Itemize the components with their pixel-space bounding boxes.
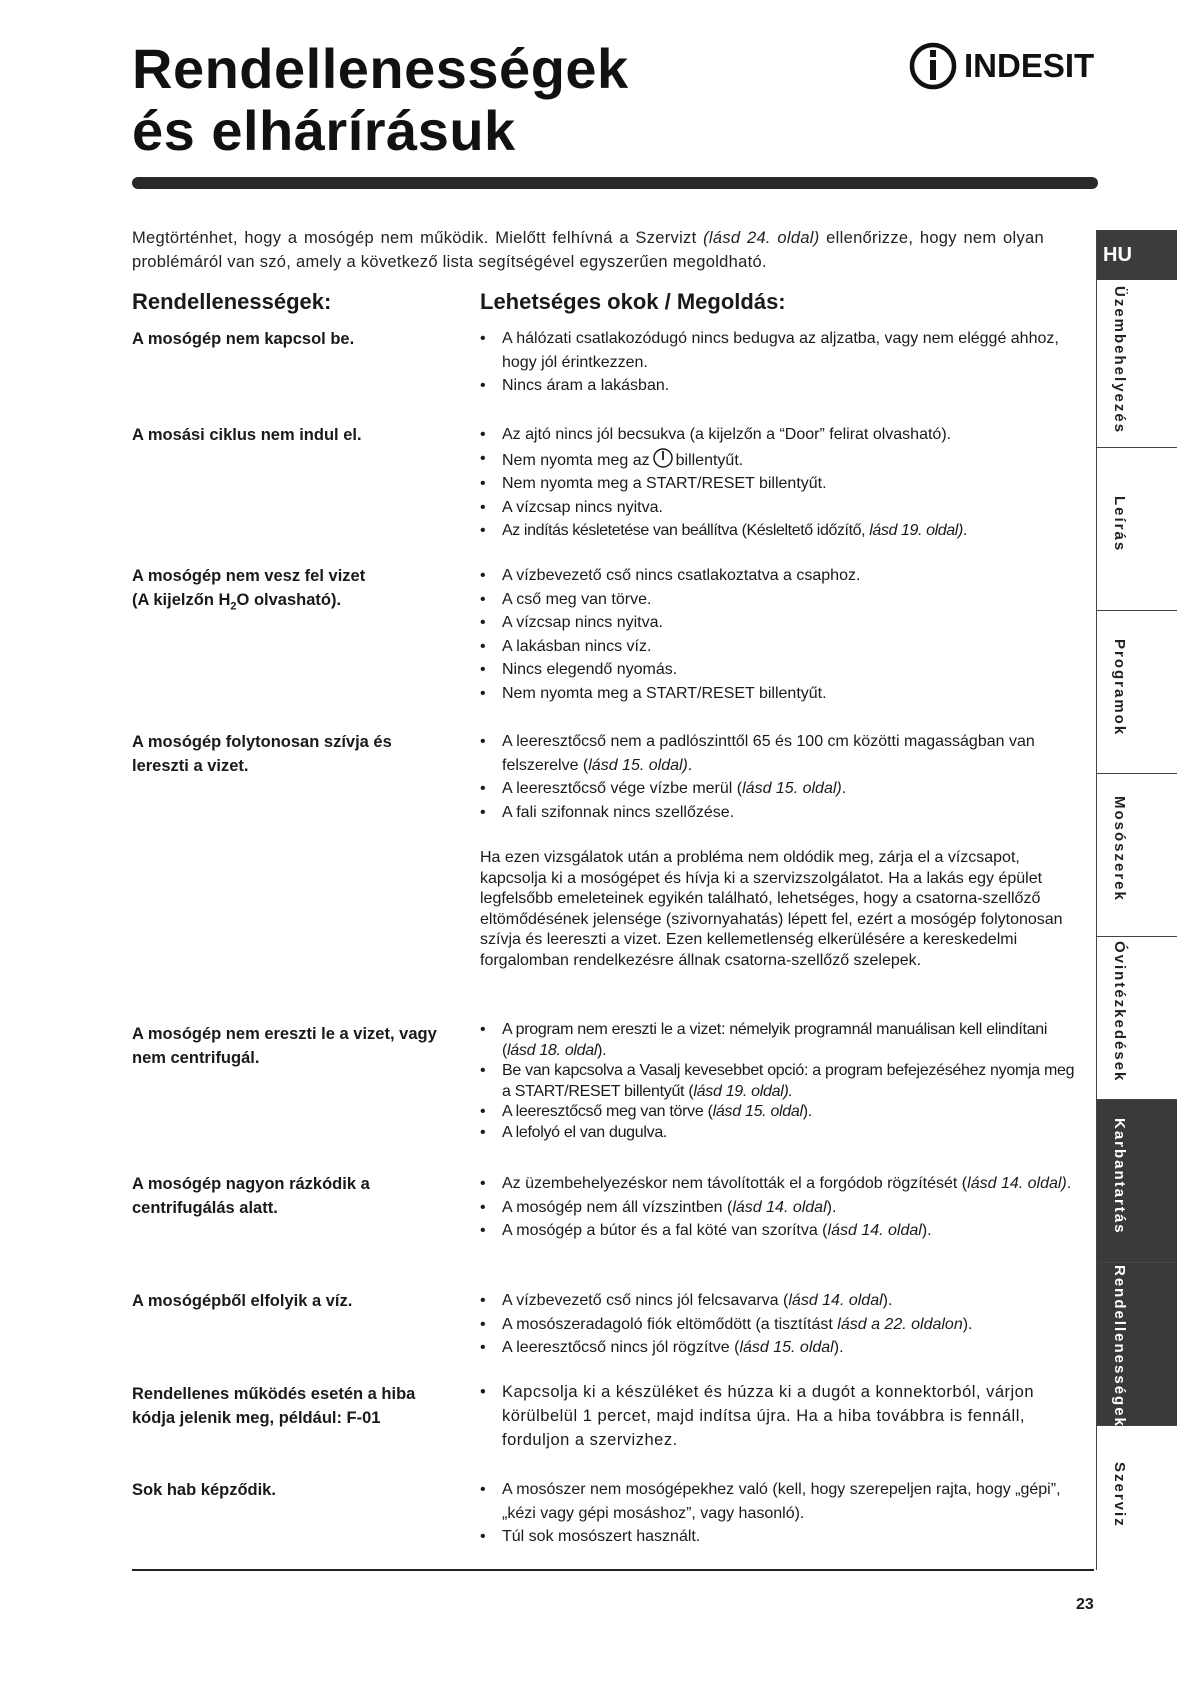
solution-item: • A vízcsap nincs nyitva. [480, 496, 1075, 520]
intro-part-2: ellenőrizze, hogy nem olyan problémáról van szó, amely a következő lista segítségével egyszerűen megoldható. [132, 229, 1044, 271]
problem-7: A mosógépből elfolyik a víz. [132, 1292, 353, 1310]
solution-item: • A mosószer nem mosógépekhez való (kell, hogy szerepeljen rajta, hogy „gépi”, „kézi vagy gépi mosáshoz”, vagy hasonló). [480, 1478, 1075, 1525]
solution-text: A leeresztőcső meg van törve ( [502, 1103, 713, 1120]
solution-text-end: . [841, 780, 847, 797]
intro-text [132, 226, 1044, 274]
sidebar-tab-troubleshooting[interactable] [1097, 1263, 1177, 1426]
solution-item: • A vízbevezető cső nincs csatlakoztatva a csaphoz. [480, 564, 1075, 588]
solution-ref: lásd 14. oldal) [967, 1175, 1067, 1192]
solution-item: • A cső meg van törve. [480, 588, 1075, 612]
solution-item [480, 1020, 1075, 1061]
sidebar-tab-label: Óvintézkedések [1111, 941, 1128, 1083]
solution-item: • A fali szifonnak nincs szellőzése. [480, 801, 1075, 825]
solution-ref: lásd 14. oldal [788, 1292, 883, 1309]
solution-ref: lásd 15. oldal) [588, 756, 688, 774]
problem-8: Rendellenes működés esetén a hiba kódja jelenik meg, például: F-01 [132, 1385, 416, 1427]
solution-item [480, 777, 1075, 801]
page-title [132, 38, 629, 162]
sidebar-tab-detergents[interactable] [1097, 774, 1177, 937]
solution-ref: lásd a 22. oldalon [837, 1315, 963, 1333]
solutions-9 [480, 1478, 1075, 1549]
solution-text: A leeresztőcső nem a padlószinttől 65 és 100 cm közötti magasságban van felszerelve ( [502, 733, 1035, 774]
solution-text: A mosógép a bútor és a fal köté van szorítva ( [502, 1222, 828, 1239]
problem-9: Sok hab képződik. [132, 1481, 276, 1499]
title-line-1: Rendellenességek [132, 37, 629, 100]
sidebar-tab-label: Szerviz [1111, 1462, 1128, 1528]
solution-text: A leeresztőcső vége vízbe merül ( [502, 780, 743, 797]
problem-text: A mosógép nem vesz fel vizet [132, 567, 366, 585]
solution-text-end: ). [597, 1041, 607, 1059]
power-button-icon [652, 447, 674, 469]
solution-ref: lásd 15. oldal [712, 1103, 803, 1120]
solution-ref: lásd 19. oldal) [869, 522, 963, 539]
solution-item [480, 1172, 1075, 1196]
column-heading-solutions: Lehetséges okok / Megoldás: [480, 289, 786, 314]
solution-item [480, 1102, 1075, 1123]
problem-1: A mosógép nem kapcsol be. [132, 330, 355, 348]
title-line-2: és elhárírásuk [132, 99, 516, 162]
solution-text-end: . [687, 756, 693, 774]
solution-item: • Nincs áram a lakásban. [480, 374, 1075, 398]
language-badge: HU [1097, 230, 1177, 280]
solution-text: A vízbevezető cső nincs jól felcsavarva ( [502, 1292, 789, 1309]
footer-divider [132, 1569, 1094, 1571]
sidebar-tab-maintenance[interactable] [1097, 1100, 1177, 1263]
solution-text: A mosószeradagoló fiók eltömődött (a tisztítást [502, 1315, 838, 1333]
solutions-2 [480, 423, 1075, 543]
problem-4: A mosógép folytonosan szívja és lereszti a vizet. [132, 733, 392, 775]
solution-text-end: ). [921, 1222, 932, 1239]
problem-3 [132, 564, 462, 618]
solutions-8 [480, 1380, 1075, 1452]
solution-item: • A lakásban nincs víz. [480, 635, 1075, 659]
solutions-7 [480, 1289, 1075, 1360]
header-divider [132, 177, 1098, 189]
solutions-4 [480, 730, 1075, 824]
solution-item: • Nem nyomta meg a START/RESET billentyűt. [480, 682, 1075, 706]
solution-text: Az üzembehelyezéskor nem távolították el a forgódob rögzítését ( [502, 1175, 968, 1192]
solution-item: • A lefolyó el van dugulva. [480, 1123, 1075, 1144]
sidebar-tab-label: Leírás [1111, 496, 1128, 553]
sidebar-tab-service[interactable] [1097, 1426, 1177, 1570]
solution-text-end: ). [962, 1315, 973, 1333]
solution-item: • Az ajtó nincs jól becsukva (a kijelzőn a “Door” felirat olvasható). [480, 423, 1075, 447]
solution-text: A leeresztőcső nincs jól rögzítve ( [502, 1339, 740, 1356]
power-icon [908, 41, 958, 91]
sidebar-tab-label: Karbantartás [1111, 1118, 1128, 1235]
intro-part-1: Megtörténhet, hogy a mosógép nem működik. Mielőtt felhívná a Szervizt [132, 229, 704, 247]
solution-item: • A vízcsap nincs nyitva. [480, 611, 1075, 635]
solution-text-end: ). [882, 1292, 893, 1309]
solution-item [480, 1289, 1075, 1313]
problem-text: (A kijelzőn H [132, 591, 231, 609]
solutions-1 [480, 327, 1075, 398]
solution-text-end: . [962, 522, 967, 539]
page-number: 23 [1076, 1596, 1094, 1613]
solution-ref: lásd 18. oldal [507, 1041, 598, 1059]
solution-item [480, 1219, 1075, 1243]
intro-ref: (lásd 24. oldal) [703, 229, 820, 247]
solutions-6 [480, 1172, 1075, 1243]
solution-item [480, 1336, 1075, 1360]
sidebar-tab-label: Mosószerek [1111, 796, 1128, 902]
sidebar-tab-installation[interactable] [1097, 280, 1177, 448]
solution-ref: lásd 19. oldal). [693, 1082, 793, 1100]
solutions-5 [480, 1020, 1075, 1143]
solution-text-end: ). [826, 1198, 837, 1216]
solution-item [480, 1061, 1075, 1102]
solution-item [480, 519, 1075, 543]
sidebar-tab-programs[interactable] [1097, 611, 1177, 774]
solution-ref: lásd 15. oldal) [742, 780, 842, 797]
sidebar-tab-label: Üzembehelyezés [1111, 286, 1128, 435]
solution-item: • Nincs elegendő nyomás. [480, 658, 1075, 682]
solution-item: • A hálózati csatlakozódugó nincs bedugva az aljzatba, vagy nem eléggé ahhoz, hogy jól érintkezzen. [480, 327, 1075, 374]
solution-ref: lásd 14. oldal [827, 1222, 922, 1239]
sidebar-tab-label: Rendellenességek [1111, 1265, 1128, 1428]
problem-6: A mosógép nagyon rázkódik a centrifugálás alatt. [132, 1175, 370, 1217]
solution-item [480, 730, 1075, 777]
solution-item: • Kapcsolja ki a készüléket és húzza ki a dugót a konnektorból, várjon körülbelül 1 percet, majd indítsa újra. Ha a hiba továbbra is fennáll, forduljon a szervizhez. [480, 1380, 1075, 1452]
problem-text: O olvasható). [236, 591, 342, 609]
problem-5: A mosógép nem ereszti le a vizet, vagy nem centrifugál. [132, 1025, 437, 1067]
solution-ref: lásd 14. oldal [732, 1198, 827, 1216]
section-sidebar [1096, 230, 1177, 1570]
problem-subscript: 2 [230, 600, 237, 613]
solution-text-end: ). [833, 1339, 844, 1356]
sidebar-tab-description[interactable] [1097, 448, 1177, 611]
siphon-paragraph: Ha ezen vizsgálatok után a probléma nem oldódik meg, zárja el a vízcsapot, kapcsolja ki a mosógépet és hívja ki a szervizszolgálatot. Ha a lakás egy épület legfelsőbb emeleteinek egyikén található, lehetséges, hogy a csatorna-szellőző eltömődésének jelensége (szivornyahatás) lépett fel, ezért a mosógép folytonosan szívja és leereszti a vizet. Ezen kellemetlenség elkerülésére a kereskedelmi forgalomban rendelkezésre állnak csatorna-szellőző szelepek. [480, 849, 1063, 969]
sidebar-tab-label: Programok [1111, 639, 1128, 737]
solution-text: A program nem ereszti le a vizet: némelyik programnál manuálisan kell elindítani ( [502, 1021, 1048, 1059]
solution-item: • Túl sok mosószert használt. [480, 1525, 1075, 1549]
solution-item [480, 447, 1075, 473]
solution-text: Nem nyomta meg az [502, 451, 650, 469]
solution-ref: lásd 15. oldal [739, 1339, 834, 1356]
logo-brand-text: INDESIT [964, 47, 1095, 84]
solution-item [480, 1196, 1075, 1220]
solution-text: Az indítás késletetése van beállítva (Késleltető időzítő, [502, 522, 870, 539]
solution-text-end: ). [802, 1103, 812, 1120]
column-heading-problems: Rendellenességek: [132, 289, 332, 314]
solution-text-suffix: billentyűt. [675, 451, 744, 469]
solution-item: • Nem nyomta meg a START/RESET billentyűt. [480, 472, 1075, 496]
problem-2: A mosási ciklus nem indul el. [132, 426, 362, 444]
solution-text: Be van kapcsolva a Vasalj kevesebbet opció: a program befejezéséhez nyomja meg a START/RESET billentyűt ( [502, 1062, 1075, 1100]
solution-text-end: . [1066, 1175, 1072, 1192]
solutions-3 [480, 564, 1075, 705]
sidebar-tab-precautions[interactable] [1097, 937, 1177, 1100]
solution-text: A mosógép nem áll vízszintben ( [502, 1198, 733, 1216]
indesit-logo [908, 38, 1094, 94]
solution-item [480, 1313, 1075, 1337]
